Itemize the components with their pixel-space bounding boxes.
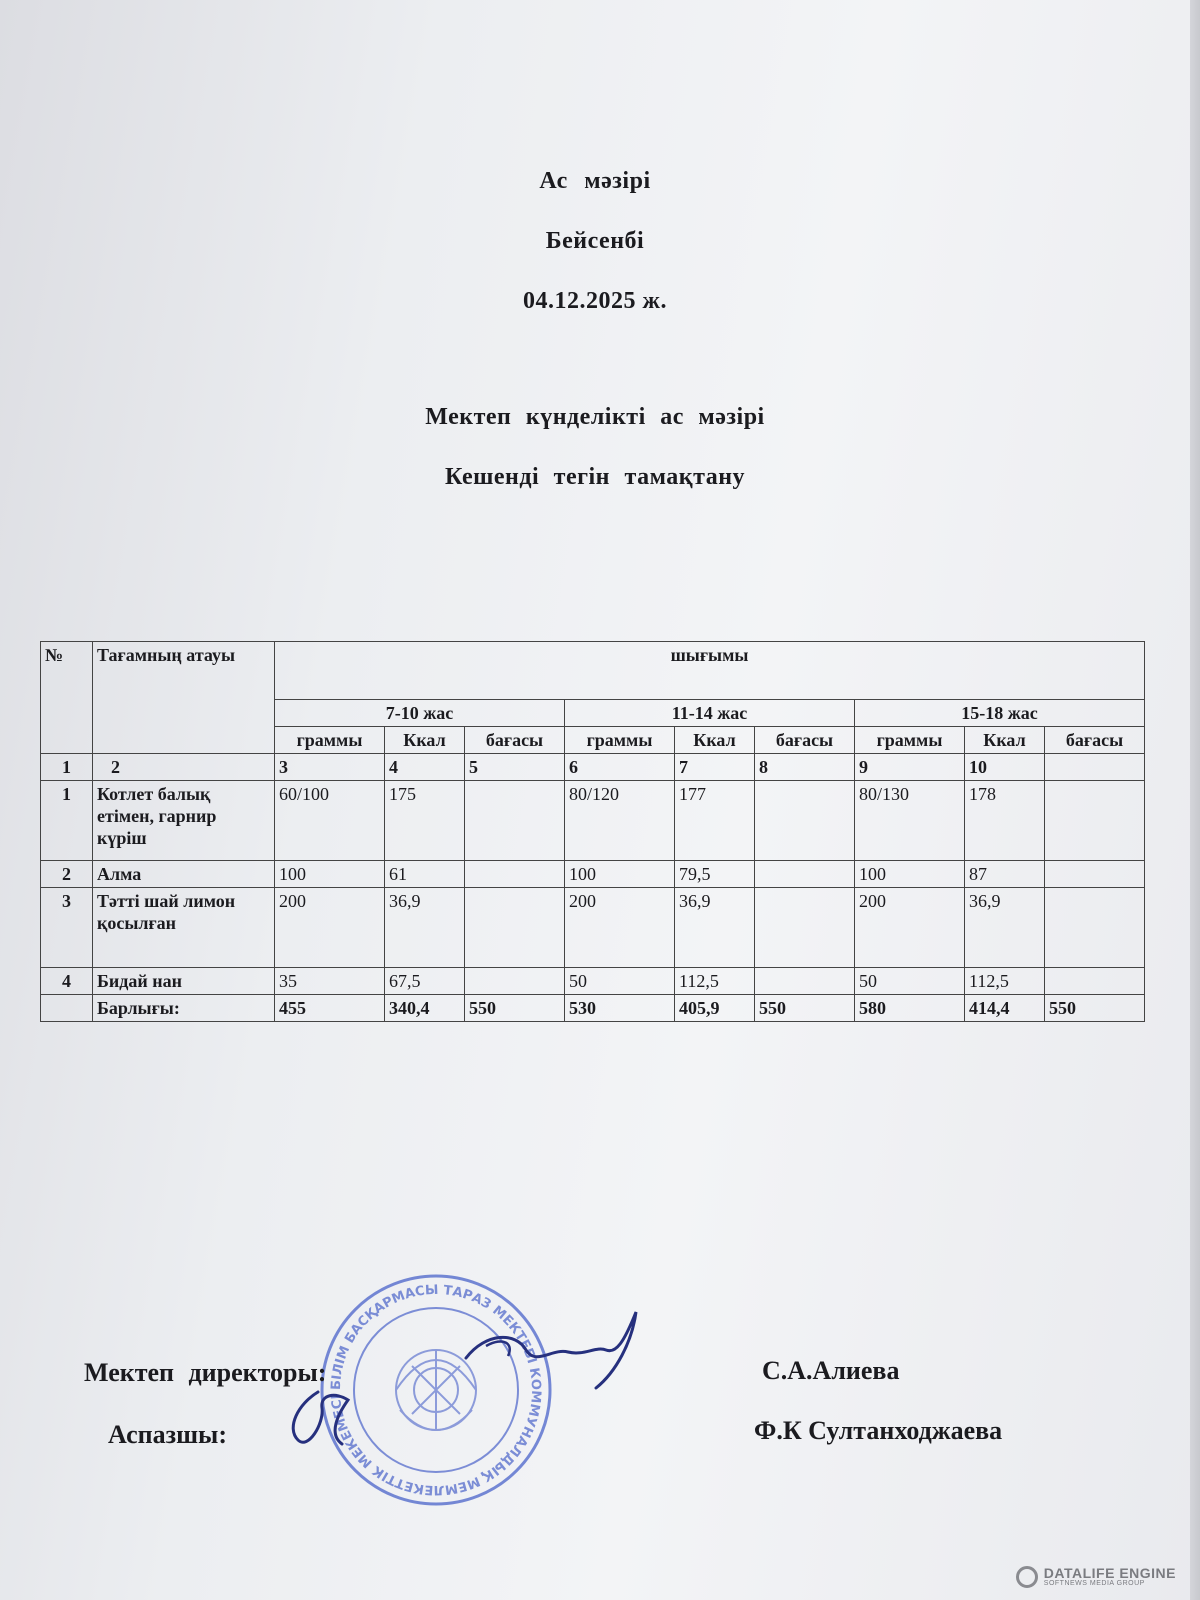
cell-grams: 200 bbox=[855, 888, 965, 968]
sub-header-grams: граммы bbox=[565, 727, 675, 754]
dish-name: Тәтті шай лимон қосылған bbox=[93, 888, 275, 968]
column-number: 2 bbox=[93, 754, 275, 781]
cell-grams: 50 bbox=[565, 968, 675, 995]
dish-name: Котлет балық етімен, гарнир күріш bbox=[93, 781, 275, 861]
row-number: 4 bbox=[41, 968, 93, 995]
column-numbers-row bbox=[41, 754, 1145, 781]
total-grams: 455 bbox=[275, 995, 385, 1022]
col-number-header: № bbox=[41, 642, 93, 754]
column-number: 7 bbox=[675, 754, 755, 781]
col-yield-header: шығымы bbox=[275, 642, 1145, 700]
cell-grams: 80/120 bbox=[565, 781, 675, 861]
dish-name: Бидай нан bbox=[93, 968, 275, 995]
cell-kcal: 87 bbox=[965, 861, 1045, 888]
cell-grams: 50 bbox=[855, 968, 965, 995]
cell-kcal: 36,9 bbox=[675, 888, 755, 968]
total-grams: 580 bbox=[855, 995, 965, 1022]
cell-price bbox=[755, 781, 855, 861]
sub-header-grams: граммы bbox=[275, 727, 385, 754]
total-kcal: 405,9 bbox=[675, 995, 755, 1022]
cell-kcal: 67,5 bbox=[385, 968, 465, 995]
table-row bbox=[41, 968, 1145, 995]
cell-price bbox=[755, 888, 855, 968]
col-dish-name-header: Тағамның атауы bbox=[93, 642, 275, 754]
cell-kcal: 175 bbox=[385, 781, 465, 861]
watermark-sub: SOFTNEWS MEDIA GROUP bbox=[1043, 1580, 1145, 1587]
total-price: 550 bbox=[465, 995, 565, 1022]
director-label: Мектеп директоры: bbox=[84, 1358, 327, 1387]
cell-kcal: 79,5 bbox=[675, 861, 755, 888]
total-price: 550 bbox=[755, 995, 855, 1022]
cell-grams: 200 bbox=[565, 888, 675, 968]
cell-price bbox=[465, 968, 565, 995]
cell-kcal: 178 bbox=[965, 781, 1045, 861]
column-number: 5 bbox=[465, 754, 565, 781]
cell-grams: 100 bbox=[565, 861, 675, 888]
age-group-header: 11-14 жас bbox=[565, 700, 855, 727]
row-number: 1 bbox=[41, 781, 93, 861]
menu-table bbox=[40, 641, 1145, 1022]
cook-name: Ф.К Султанходжаева bbox=[754, 1416, 1003, 1445]
cell-grams: 80/130 bbox=[855, 781, 965, 861]
cell-price bbox=[465, 888, 565, 968]
sub-header-price: бағасы bbox=[755, 727, 855, 754]
menu-subtitle: Мектеп күнделікті ас мәзірі bbox=[425, 404, 765, 430]
table-row bbox=[41, 861, 1145, 888]
director-signature-icon bbox=[456, 1292, 656, 1392]
page-edge bbox=[1190, 0, 1200, 1600]
sub-header-grams: граммы bbox=[855, 727, 965, 754]
watermark bbox=[1016, 1566, 1176, 1588]
sub-header-kcal: Ккал bbox=[385, 727, 465, 754]
column-number: 9 bbox=[855, 754, 965, 781]
watermark-name: DATALIFE ENGINE bbox=[1043, 1565, 1176, 1581]
table-row bbox=[41, 888, 1145, 968]
cell-price bbox=[1045, 861, 1145, 888]
menu-subtitle-2: Кешенді тегін тамақтану bbox=[444, 464, 746, 490]
table-row bbox=[41, 781, 1145, 861]
cell-grams: 100 bbox=[275, 861, 385, 888]
cell-grams: 35 bbox=[275, 968, 385, 995]
cell-kcal: 36,9 bbox=[385, 888, 465, 968]
cell-price bbox=[755, 968, 855, 995]
column-number: 4 bbox=[385, 754, 465, 781]
cell-kcal: 177 bbox=[675, 781, 755, 861]
total-price: 550 bbox=[1045, 995, 1145, 1022]
cell-price bbox=[1045, 781, 1145, 861]
total-kcal: 414,4 bbox=[965, 995, 1045, 1022]
total-grams: 530 bbox=[565, 995, 675, 1022]
cell-grams: 200 bbox=[275, 888, 385, 968]
cell-price bbox=[465, 861, 565, 888]
column-number: 6 bbox=[565, 754, 675, 781]
dish-name: Алма bbox=[93, 861, 275, 888]
datalife-logo-icon bbox=[1016, 1566, 1038, 1588]
stamp-text: БІЛІМ БАСҚАРМАСЫ ТАРАЗ МЕКТЕБІ КОММУНАЛДЫҚ МЕМЛЕКЕТТІК МЕКЕМЕСІ bbox=[328, 1282, 544, 1498]
cell-kcal: 61 bbox=[385, 861, 465, 888]
column-number: 10 bbox=[965, 754, 1045, 781]
total-empty-cell bbox=[41, 995, 93, 1022]
sub-header-price: бағасы bbox=[1045, 727, 1145, 754]
cell-price bbox=[465, 781, 565, 861]
cook-signature-icon bbox=[278, 1384, 368, 1454]
column-number: 8 bbox=[755, 754, 855, 781]
cell-price bbox=[1045, 968, 1145, 995]
day-of-week: Бейсенбі bbox=[545, 228, 645, 254]
cell-kcal: 36,9 bbox=[965, 888, 1045, 968]
column-number: 1 bbox=[41, 754, 93, 781]
cook-label: Аспазшы: bbox=[108, 1420, 228, 1449]
cell-kcal: 112,5 bbox=[675, 968, 755, 995]
cell-price bbox=[1045, 888, 1145, 968]
cell-grams: 60/100 bbox=[275, 781, 385, 861]
menu-title: Ас мәзірі bbox=[539, 168, 651, 194]
total-row bbox=[41, 995, 1145, 1022]
director-name: С.А.Алиева bbox=[762, 1356, 900, 1385]
column-number: 3 bbox=[275, 754, 385, 781]
sub-header-kcal: Ккал bbox=[675, 727, 755, 754]
menu-date: 04.12.2025 ж. bbox=[523, 288, 667, 314]
total-kcal: 340,4 bbox=[385, 995, 465, 1022]
sub-header-kcal: Ккал bbox=[965, 727, 1045, 754]
age-group-header: 7-10 жас bbox=[275, 700, 565, 727]
cell-kcal: 112,5 bbox=[965, 968, 1045, 995]
row-number: 3 bbox=[41, 888, 93, 968]
age-group-header: 15-18 жас bbox=[855, 700, 1145, 727]
column-number bbox=[1045, 754, 1145, 781]
total-label: Барлығы: bbox=[93, 995, 275, 1022]
sub-header-price: бағасы bbox=[465, 727, 565, 754]
cell-price bbox=[755, 861, 855, 888]
cell-grams: 100 bbox=[855, 861, 965, 888]
row-number: 2 bbox=[41, 861, 93, 888]
